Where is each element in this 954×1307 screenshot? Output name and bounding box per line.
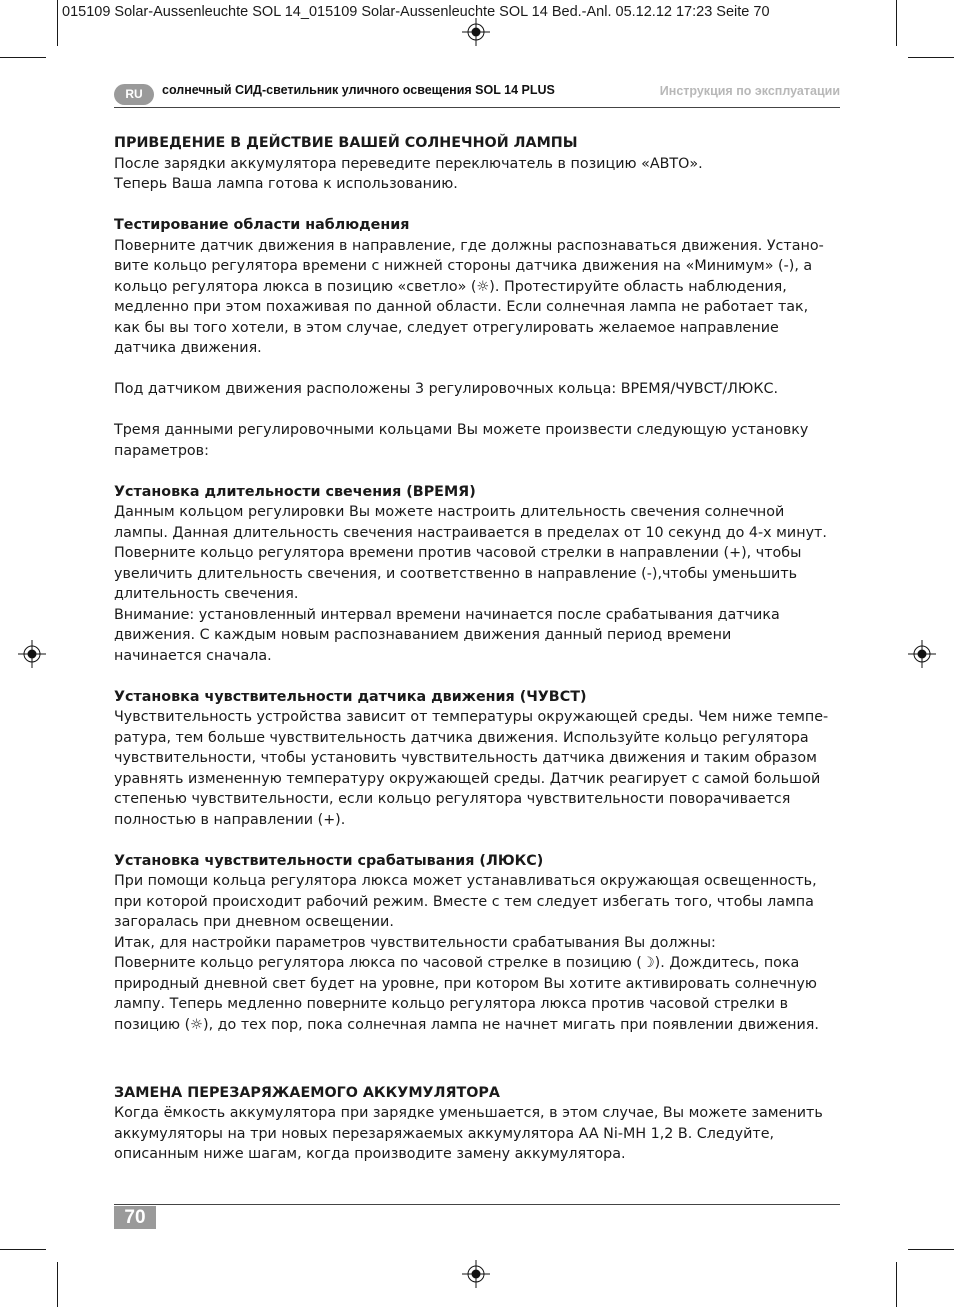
language-badge: RU [114, 84, 154, 105]
paragraph: После зарядки аккумулятора переведите переключатель в позицию «АВТО». Теперь Ваша лампа готова к использованию. [114, 155, 703, 192]
registration-mark-icon [462, 18, 490, 46]
crop-mark [908, 57, 954, 58]
crop-mark [896, 1262, 897, 1307]
crop-mark [57, 0, 58, 46]
paragraph: Данным кольцом регулировки Вы можете настроить длительность свечения солнечной лампы. Данная длительность свечения настраивается в пределах от 10 секунд до 4-х минут. Поверните кольцо регулятора времени против часовой стрелки в направлении (+), чтобы увеличить длительность свечения, и соответственно в направление (-),чтобы уменьшить длительность свечения. Внимание: установленный интервал времени начинается после срабатывания датчика движения. С каждым новым распознаванием движения данный период времени начинается сначала. [114, 504, 827, 664]
crop-mark [896, 0, 897, 46]
section-heading: Тестирование области наблюдения [114, 217, 410, 233]
footer-rule [114, 1204, 840, 1205]
paragraph: Когда ёмкость аккумулятора при зарядке уменьшается, в этом случае, Вы можете заменить аккумуляторы на три новых перезаряжаемых аккумулятора AA Ni-MH 1,2 В. Следуйте, описанным ниже шагам, когда производите замену аккумулятора. [114, 1105, 823, 1162]
registration-mark-icon [908, 640, 936, 668]
paragraph: Под датчиком движения расположены 3 регулировочных кольца: ВРЕМЯ/ЧУВСТ/ЛЮКС. [114, 381, 779, 397]
print-slug: 015109 Solar-Aussenleuchte SOL 14_015109 Solar-Aussenleuchte SOL 14 Bed.-Anl. 05.12.12 17:23 Seite 70 [62, 4, 770, 20]
registration-mark-icon [18, 640, 46, 668]
header-title: солнечный СИД-светильник уличного освещения SOL 14 PLUS [162, 83, 555, 97]
crop-mark [0, 57, 46, 58]
main-content [114, 133, 844, 1165]
section-heading: Установка длительности свечения (ВРЕМЯ) [114, 483, 476, 500]
registration-mark-icon [462, 1260, 490, 1288]
crop-mark [57, 1262, 58, 1307]
header-section-label: Инструкция по эксплуатации [659, 84, 840, 98]
paragraph: При помощи кольца регулятора люкса может устанавливаться окружающая освещенность, при которой происходит рабочий режим. Вместе с тем следует избегать того, чтобы лампа загоралась при дневном освещении. Итак, для настройки параметров чувствительности срабатывания Вы должны: Поверните кольцо регулятора люкса по часовой стрелке в позицию (☽). Дождитесь, пока природный дневной свет будет на уровне, при котором Вы хотите активировать солнечную лампу. Теперь медленно поверните кольцо регулятора люкса против часовой стрелки в позицию (☼), до тех пор, пока солнечная лампа не начнет мигать при появлении движения. [114, 873, 819, 1033]
crop-mark [0, 1249, 46, 1250]
paragraph: Поверните датчик движения в направление, где должны распознаваться движения. Устано- вите кольцо регулятора времени с нижней стороны датчика движения на «Минимум» (-), а кольцо регулятора люкса в позицию «светло» (☼). Протестируйте область наблюдения, медленно при этом похаживая по данной области. Если солнечная лампа не работает так, как бы вы того хотели, в этом случае, следует отрегулировать желаемое направление датчика движения. [114, 237, 824, 356]
paragraph: Чувствительность устройства зависит от температуры окружающей среды. Чем ниже темпе- ратура, тем больше чувствительность датчика движения. Используйте кольцо регулятора чувствительности, чтобы установить чувствительность датчика движения и таким образом уравнять измененную температуру окружающей среды. Датчик реагирует с самой большой степенью чувствительности, если кольцо регулятора чувствительности поворачивается полностью в направлении (+). [114, 709, 829, 828]
section-heading: Установка чувствительности датчика движения (ЧУВСТ) [114, 688, 587, 705]
section-heading: Установка чувствительности срабатывания (ЛЮКС) [114, 852, 544, 869]
page-number: 70 [114, 1206, 156, 1229]
section-heading: ПРИВЕДЕНИЕ В ДЕЙСТВИЕ ВАШЕЙ СОЛНЕЧНОЙ ЛАМПЫ [114, 135, 578, 151]
crop-mark [908, 1249, 954, 1250]
paragraph: Тремя данными регулировочными кольцами Вы можете произвести следующую установку параметров: [114, 422, 809, 459]
section-heading: ЗАМЕНА ПЕРЕЗАРЯЖАЕМОГО АККУМУЛЯТОРА [114, 1084, 500, 1101]
header-rule [114, 107, 840, 108]
